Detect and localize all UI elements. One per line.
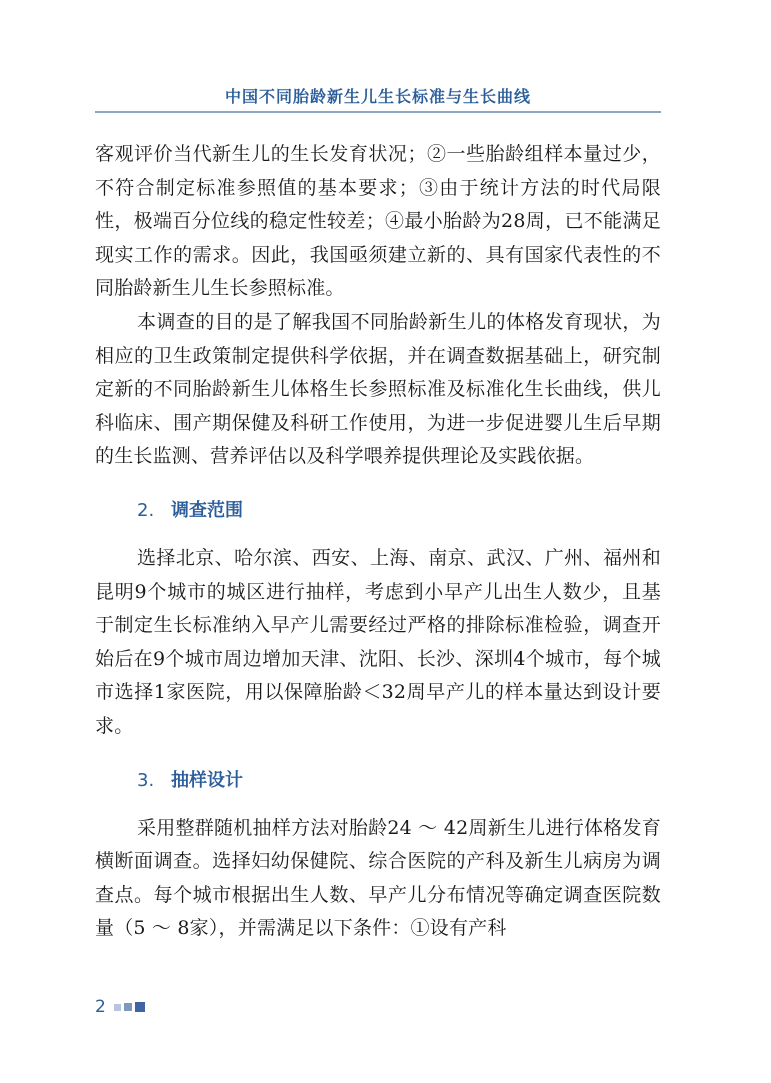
paragraph-purpose: 本调查的目的是了解我国不同胎龄新生儿的体格发育现状，为相应的卫生政策制定提供科学依据，并在调查数据基础上，研究制定新的不同胎龄新生儿体格生长参照标准及标准化生长曲线，供儿科临床、围产期保健及科研工作使用，为进一步促进婴儿生后早期的生长监测、营养评估以及科学喂养提供理论及实践依据。 xyxy=(95,310,661,468)
decorative-square-icon xyxy=(124,1003,132,1011)
decorative-square-icon xyxy=(135,1002,145,1012)
page-body xyxy=(95,138,661,946)
running-header: 中国不同胎龄新生儿生长标准与生长曲线 xyxy=(224,87,531,106)
paragraph-continued: 客观评价当代新生儿的生长发育状况；②一些胎龄组样本量过少，不符合制定标准参照值的基本要求；③由于统计方法的时代局限性，极端百分位线的稳定性较差；④最小胎龄为28周，已不能满足现实工作的需求。因此，我国亟须建立新的、具有国家代表性的不同胎龄新生儿生长参照标准。 xyxy=(95,143,661,300)
paragraph-sampling: 采用整群随机抽样方法对胎龄24 ～ 42周新生儿进行体格发育横断面调查。选择妇幼保健院、综合医院的产科及新生儿病房为调查点。每个城市根据出生人数、早产儿分布情况等确定调查医院数量（5 ～ 8家），并需满足以下条件：①设有产科 xyxy=(95,816,661,940)
section-heading-scope xyxy=(95,499,661,523)
section-title: 抽样设计 xyxy=(171,769,243,791)
header-rule xyxy=(95,111,661,113)
paragraph-scope: 选择北京、哈尔滨、西安、上海、南京、武汉、广州、福州和昆明9个城市的城区进行抽样，考虑到小早产儿出生人数少，且基于制定生长标准纳入早产儿需要经过严格的排除标准检验，调查开始后在9个城市周边增加天津、沈阳、长沙、深圳4个城市，每个城市选择1家医院，用以保障胎龄＜32周早产儿的样本量达到设计要求。 xyxy=(95,546,661,737)
section-title: 调查范围 xyxy=(171,499,243,521)
section-number: 3. xyxy=(137,769,155,791)
page-number: 2 xyxy=(95,997,106,1017)
section-heading-sampling xyxy=(95,769,661,793)
section-number: 2. xyxy=(137,499,155,521)
page-footer xyxy=(95,996,148,1018)
decorative-square-icon xyxy=(114,1004,121,1011)
